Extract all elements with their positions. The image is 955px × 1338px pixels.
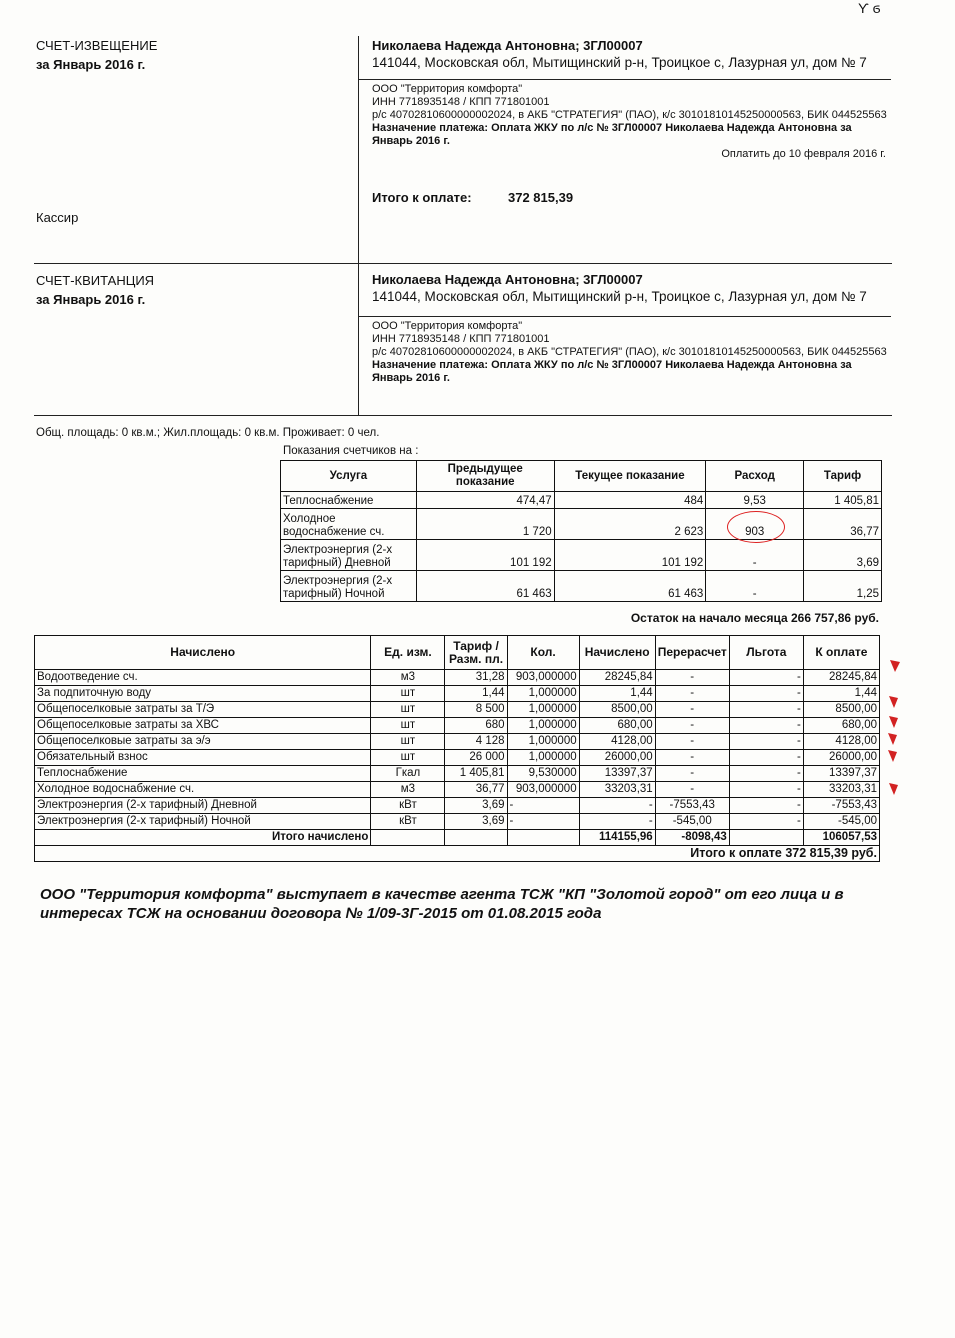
charge-amount: 4128,00 <box>579 734 655 750</box>
charge-amount: 680,00 <box>579 718 655 734</box>
charges-total-row <box>35 830 880 846</box>
section-separator <box>34 415 892 416</box>
charge-recalc: - <box>655 750 729 766</box>
receipt-inn: ИНН 7718935148 / КПП 771801001 <box>372 333 550 345</box>
charge-service: Обязательный взнос <box>35 750 371 766</box>
charge-unit: шт <box>371 750 445 766</box>
notice-details <box>372 83 892 161</box>
section-divider <box>358 36 359 416</box>
charge-to-pay: 680,00 <box>803 718 879 734</box>
charges-row <box>35 814 880 830</box>
meter-curr: 61 463 <box>554 571 706 602</box>
meter-tariff: 1,25 <box>804 571 882 602</box>
receipt-period: за Январь 2016 г. <box>36 292 146 307</box>
charge-service: Электроэнергия (2-х тарифный) Ночной <box>35 814 371 830</box>
charge-recalc: - <box>655 766 729 782</box>
notice-period: за Январь 2016 г. <box>36 57 146 72</box>
charges-row <box>35 670 880 686</box>
charge-qty: 1,000000 <box>507 750 579 766</box>
charge-qty: 9,530000 <box>507 766 579 782</box>
meters-header: Текущее показание <box>554 461 706 492</box>
charge-unit: м3 <box>371 670 445 686</box>
notice-address: 141044, Московская обл, Мытищинский р-н, Троицкое с, Лазурная ул, дом № 7 <box>372 55 867 70</box>
charge-service: Водоотведение сч. <box>35 670 371 686</box>
corner-mark: ϒ ϭ <box>858 0 881 16</box>
meter-usage: 9,53 <box>706 492 804 509</box>
charge-recalc: - <box>655 670 729 686</box>
divider <box>358 79 891 80</box>
cashier-label: Кассир <box>36 210 79 225</box>
charge-to-pay: 13397,37 <box>803 766 879 782</box>
charge-to-pay: 26000,00 <box>803 750 879 766</box>
grand-total-row <box>35 846 880 862</box>
meter-service: Холодное водоснабжение сч. <box>281 509 417 540</box>
pen-check-marks <box>886 658 908 798</box>
pen-mark <box>888 733 897 745</box>
charges-header: Льгота <box>729 636 803 670</box>
charges-row <box>35 702 880 718</box>
meters-header: Услуга <box>281 461 417 492</box>
meter-usage: - <box>706 540 804 571</box>
meters-row <box>281 492 882 509</box>
meter-tariff: 1 405,81 <box>804 492 882 509</box>
notice-due: Оплатить до 10 февраля 2016 г. <box>721 148 886 160</box>
charge-discount: - <box>729 750 803 766</box>
balance-line: Остаток на начало месяца 266 757,86 руб. <box>630 611 879 625</box>
notice-purpose: Оплата ЖКУ по л/с № 3ГЛ00007 Николаева Надежда Антоновна за Январь 2016 г. <box>372 122 852 147</box>
charge-discount: - <box>729 782 803 798</box>
meter-prev: 474,47 <box>416 492 554 509</box>
charge-discount: - <box>729 702 803 718</box>
charge-discount: - <box>729 718 803 734</box>
charge-recalc: -545,00 <box>655 814 729 830</box>
meter-tariff: 3,69 <box>804 540 882 571</box>
charge-to-pay: -7553,43 <box>803 798 879 814</box>
charges-header: Тариф / Разм. пл. <box>445 636 507 670</box>
charge-to-pay: 1,44 <box>803 686 879 702</box>
charge-unit: м3 <box>371 782 445 798</box>
charge-qty: 1,000000 <box>507 718 579 734</box>
charge-tariff: 3,69 <box>445 798 507 814</box>
divider <box>358 316 891 317</box>
notice-purpose-label: Назначение платежа: <box>372 122 489 134</box>
area-line: Общ. площадь: 0 кв.м.; Жил.площадь: 0 кв.м. Проживает: 0 чел. <box>36 427 380 439</box>
charges-table <box>34 635 880 862</box>
meters-row <box>281 571 882 602</box>
receipt-org: ООО "Территория комфорта" <box>372 320 523 332</box>
charge-service: Общепоселковые затраты за Т/Э <box>35 702 371 718</box>
notice-inn: ИНН 7718935148 / КПП 771801001 <box>372 96 550 108</box>
charge-recalc: - <box>655 686 729 702</box>
charges-header: Перерасчет <box>655 636 729 670</box>
meter-prev: 1 720 <box>416 509 554 540</box>
receipt-details <box>372 320 892 385</box>
charge-unit: шт <box>371 718 445 734</box>
charge-recalc: - <box>655 782 729 798</box>
charge-unit: кВт <box>371 798 445 814</box>
charge-tariff: 3,69 <box>445 814 507 830</box>
meters-header: Тариф <box>804 461 882 492</box>
pen-mark <box>889 716 898 728</box>
charge-amount: - <box>579 814 655 830</box>
charges-total-recalc: -8098,43 <box>655 830 729 846</box>
charge-tariff: 8 500 <box>445 702 507 718</box>
charges-header: Начислено <box>35 636 371 670</box>
charge-amount: 1,44 <box>579 686 655 702</box>
charge-discount: - <box>729 814 803 830</box>
notice-total-label: Итого к оплате: <box>372 190 472 205</box>
charge-qty: 903,000000 <box>507 670 579 686</box>
charge-discount: - <box>729 766 803 782</box>
charge-qty: - <box>507 814 579 830</box>
charge-discount: - <box>729 686 803 702</box>
charge-amount: 33203,31 <box>579 782 655 798</box>
charges-row <box>35 798 880 814</box>
notice-payer: Николаева Надежда Антоновна; 3ГЛ00007 <box>372 38 643 53</box>
charges-header: Кол. <box>507 636 579 670</box>
meter-service: Электроэнергия (2-х тарифный) Ночной <box>281 571 417 602</box>
charges-row <box>35 686 880 702</box>
charge-tariff: 1 405,81 <box>445 766 507 782</box>
meter-prev: 61 463 <box>416 571 554 602</box>
pen-mark <box>889 783 898 795</box>
receipt-purpose-label: Назначение платежа: <box>372 359 489 371</box>
charge-service: Теплоснабжение <box>35 766 371 782</box>
charge-unit: кВт <box>371 814 445 830</box>
charges-header: Ед. изм. <box>371 636 445 670</box>
charge-qty: 903,000000 <box>507 782 579 798</box>
pen-mark <box>889 696 898 708</box>
charges-row <box>35 782 880 798</box>
charge-unit: шт <box>371 734 445 750</box>
charge-service: Общепоселковые затраты за ХВС <box>35 718 371 734</box>
pen-mark <box>890 660 900 672</box>
charge-tariff: 31,28 <box>445 670 507 686</box>
receipt-address: 141044, Московская обл, Мытищинский р-н, Троицкое с, Лазурная ул, дом № 7 <box>372 289 867 304</box>
charges-total-charged: 114155,96 <box>579 830 655 846</box>
receipt-purpose: Оплата ЖКУ по л/с № 3ГЛ00007 Николаева Надежда Антоновна за Январь 2016 г. <box>372 359 852 384</box>
meter-usage: 903 <box>706 509 804 540</box>
meter-service: Теплоснабжение <box>281 492 417 509</box>
charge-service: За подпиточную воду <box>35 686 371 702</box>
charge-qty: - <box>507 798 579 814</box>
charge-tariff: 36,77 <box>445 782 507 798</box>
charge-unit: шт <box>371 686 445 702</box>
meter-tariff: 36,77 <box>804 509 882 540</box>
charges-row <box>35 718 880 734</box>
notice-title: СЧЕТ-ИЗВЕЩЕНИЕ <box>36 38 158 53</box>
agent-note: ООО "Территория комфорта" выступает в качестве агента ТСЖ "КП "Золотой город" от его лица и в интересах ТСЖ на основании договора № 1/09-3Г-2015 от 01.08.2015 года <box>40 886 844 922</box>
receipt-title: СЧЕТ-КВИТАНЦИЯ <box>36 273 155 288</box>
charge-amount: - <box>579 798 655 814</box>
receipt-payer: Николаева Надежда Антоновна; 3ГЛ00007 <box>372 272 643 287</box>
meters-row <box>281 509 882 540</box>
charge-discount: - <box>729 670 803 686</box>
charge-tariff: 680 <box>445 718 507 734</box>
meters-table <box>280 460 882 602</box>
charge-unit: Гкал <box>371 766 445 782</box>
charge-qty: 1,000000 <box>507 686 579 702</box>
charges-row <box>35 734 880 750</box>
charge-recalc: - <box>655 702 729 718</box>
meter-prev: 101 192 <box>416 540 554 571</box>
charge-amount: 26000,00 <box>579 750 655 766</box>
charges-row <box>35 750 880 766</box>
meter-curr: 2 623 <box>554 509 706 540</box>
notice-org: ООО "Территория комфорта" <box>372 83 523 95</box>
charge-service: Холодное водоснабжение сч. <box>35 782 371 798</box>
charge-unit: шт <box>371 702 445 718</box>
charge-recalc: -7553,43 <box>655 798 729 814</box>
section-separator <box>34 263 892 264</box>
receipt-bank: р/с 40702810600000002024, в АКБ "СТРАТЕГИЯ" (ПАО), к/с 30101810145250000563, БИК 044525563 <box>372 346 887 358</box>
meters-row <box>281 540 882 571</box>
charge-to-pay: 8500,00 <box>803 702 879 718</box>
charge-tariff: 4 128 <box>445 734 507 750</box>
meter-usage: - <box>706 571 804 602</box>
meter-service: Электроэнергия (2-х тарифный) Дневной <box>281 540 417 571</box>
charge-recalc: - <box>655 718 729 734</box>
meters-caption: Показания счетчиков на : <box>283 445 419 457</box>
charges-total-label: Итого начислено <box>35 830 371 846</box>
charges-header: Начислено <box>579 636 655 670</box>
charge-amount: 28245,84 <box>579 670 655 686</box>
charge-tariff: 1,44 <box>445 686 507 702</box>
charge-service: Электроэнергия (2-х тарифный) Дневной <box>35 798 371 814</box>
charges-row <box>35 766 880 782</box>
meter-curr: 484 <box>554 492 706 509</box>
charge-amount: 8500,00 <box>579 702 655 718</box>
charge-recalc: - <box>655 734 729 750</box>
charge-qty: 1,000000 <box>507 702 579 718</box>
charge-to-pay: 4128,00 <box>803 734 879 750</box>
pen-mark <box>888 750 897 762</box>
meter-curr: 101 192 <box>554 540 706 571</box>
charge-to-pay: 33203,31 <box>803 782 879 798</box>
charge-qty: 1,000000 <box>507 734 579 750</box>
notice-bank: р/с 40702810600000002024, в АКБ "СТРАТЕГИЯ" (ПАО), к/с 30101810145250000563, БИК 044525563 <box>372 109 887 121</box>
grand-total: Итого к оплате 372 815,39 руб. <box>35 846 880 862</box>
charge-tariff: 26 000 <box>445 750 507 766</box>
charge-to-pay: 28245,84 <box>803 670 879 686</box>
charges-header: К оплате <box>803 636 879 670</box>
charge-to-pay: -545,00 <box>803 814 879 830</box>
pen-circle-mark <box>727 511 785 543</box>
charge-discount: - <box>729 798 803 814</box>
charge-amount: 13397,37 <box>579 766 655 782</box>
charge-service: Общепоселковые затраты за э/э <box>35 734 371 750</box>
meters-header: Расход <box>706 461 804 492</box>
charge-discount: - <box>729 734 803 750</box>
charges-total-pay: 106057,53 <box>803 830 879 846</box>
meters-header: Предыдущее показание <box>416 461 554 492</box>
notice-total-value: 372 815,39 <box>508 190 574 205</box>
